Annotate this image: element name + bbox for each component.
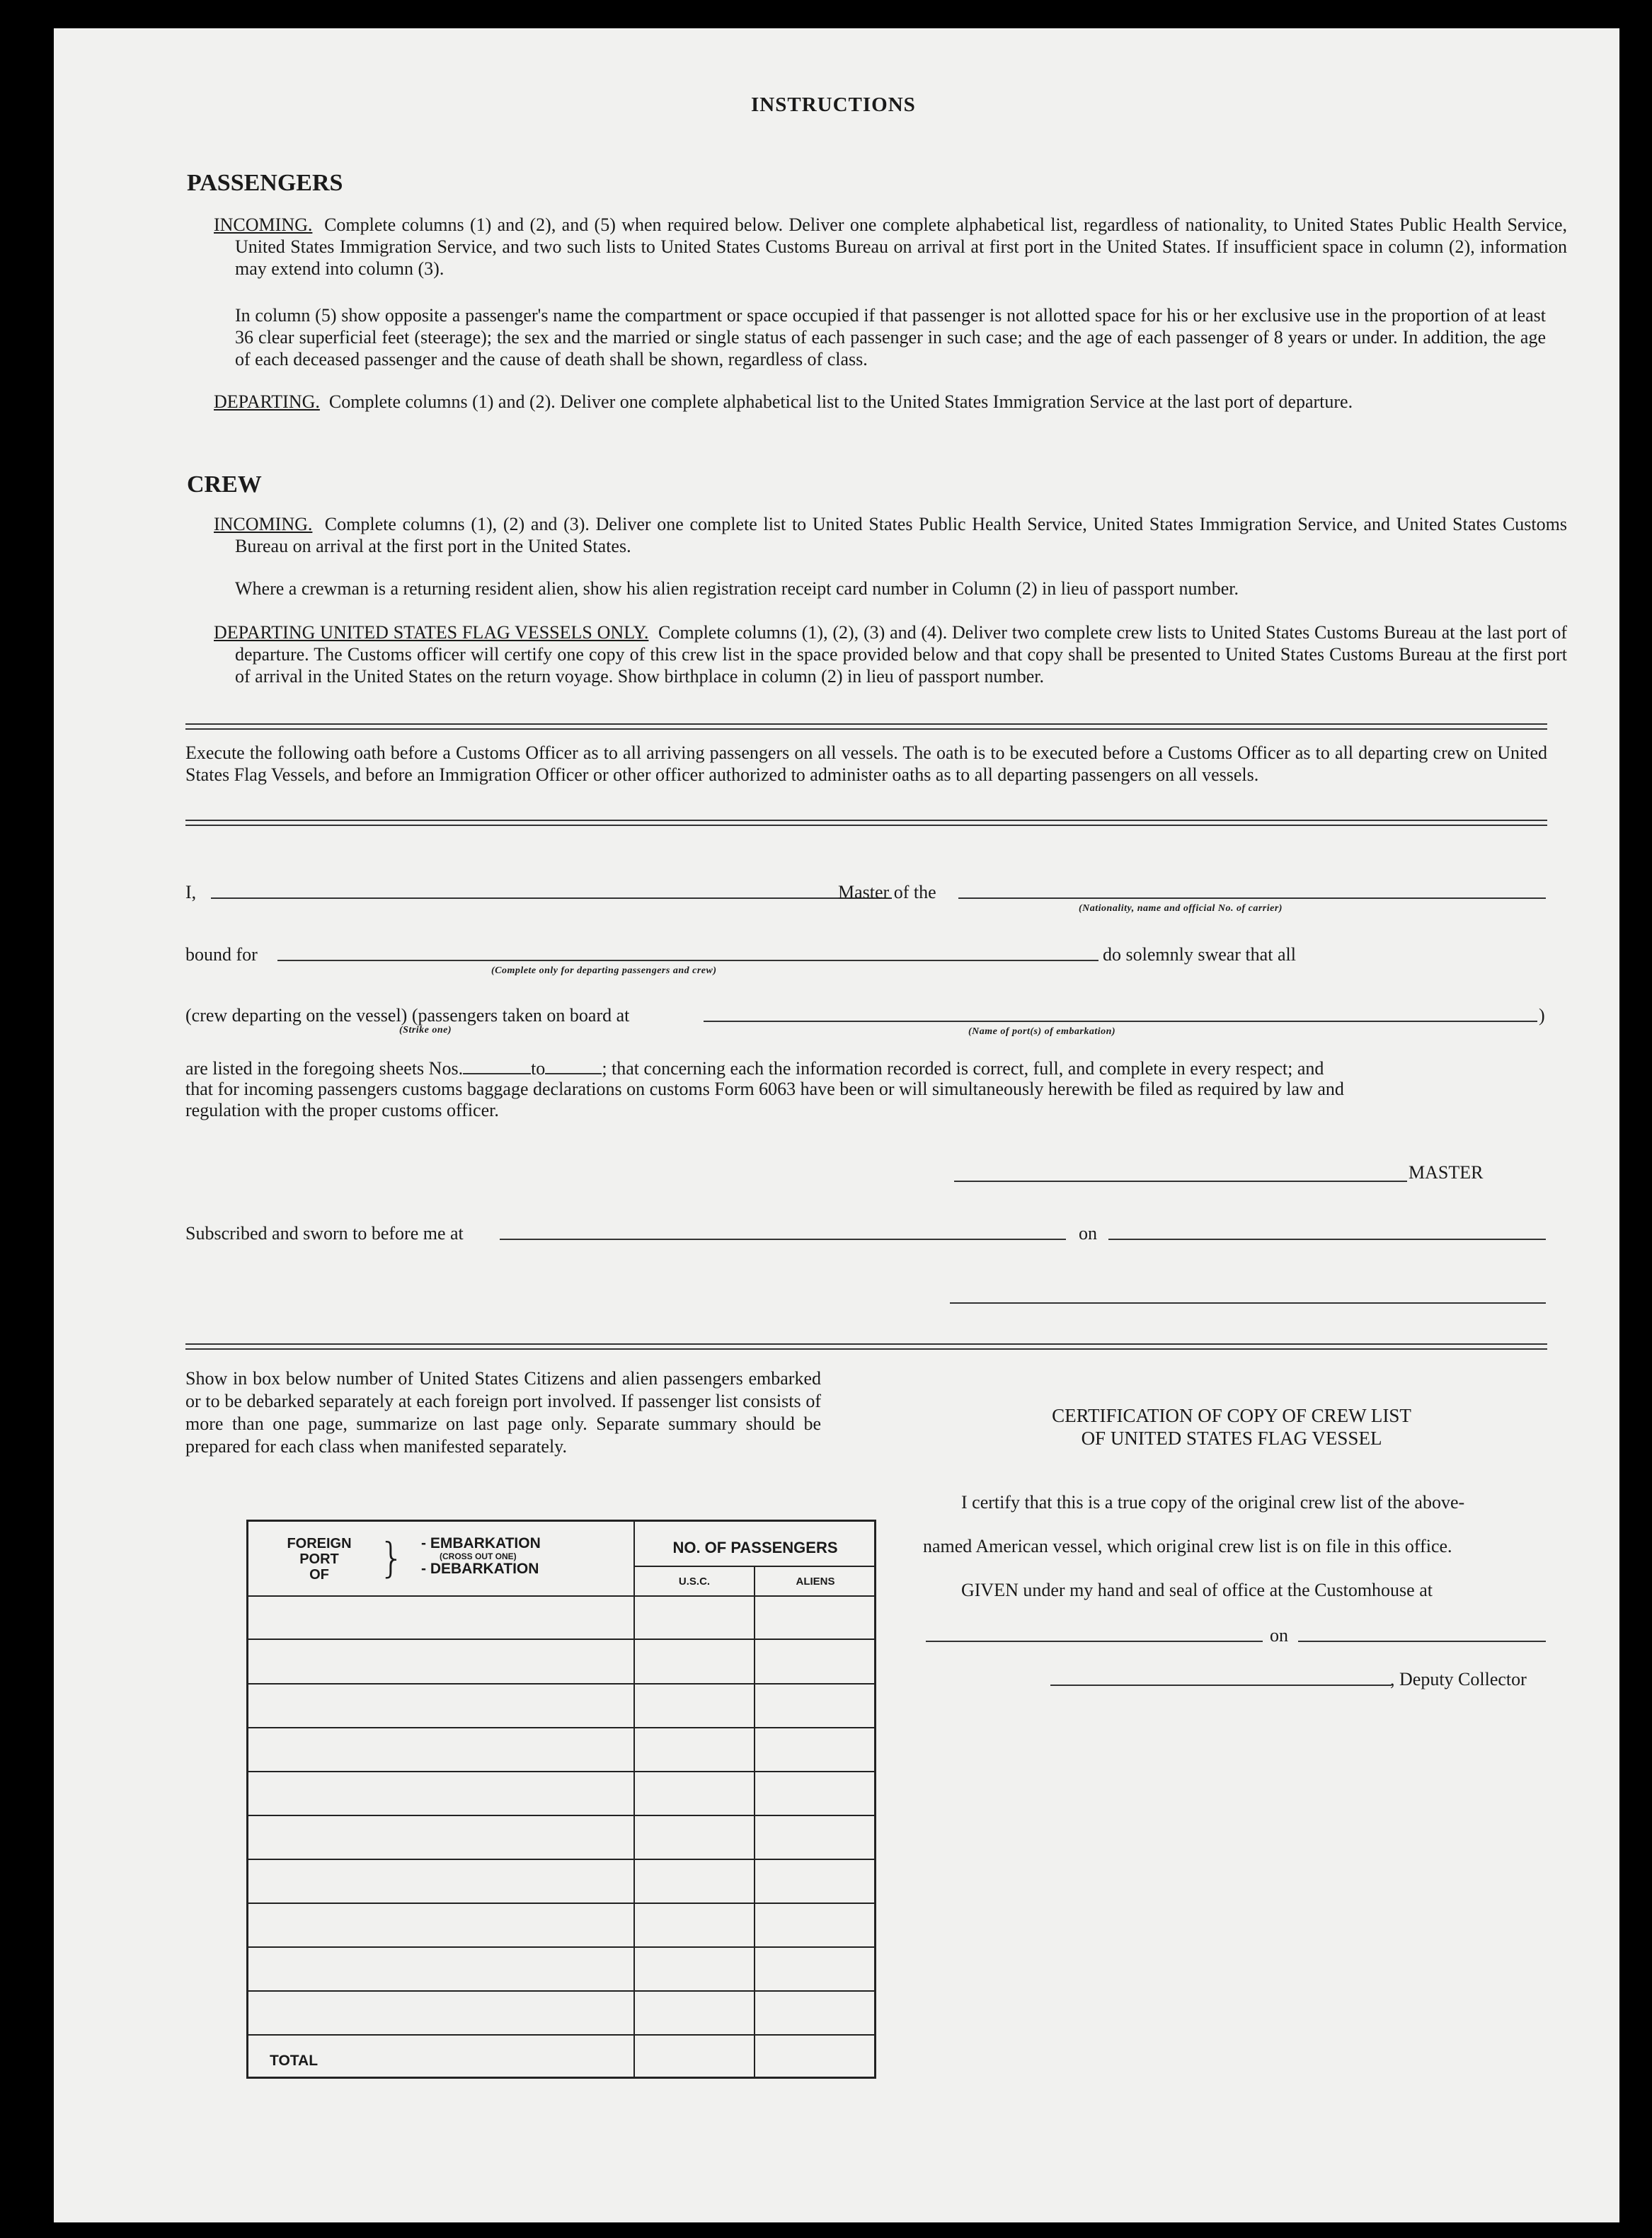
aliens-header: ALIENS	[796, 1576, 835, 1588]
table-row[interactable]	[248, 1727, 874, 1728]
passengers-departing-label: DEPARTING.	[214, 391, 320, 412]
table-row[interactable]	[248, 1903, 874, 1904]
table-row[interactable]	[248, 1771, 874, 1772]
certification-on-label: on	[1270, 1625, 1288, 1646]
master-of-label: Master of the	[838, 882, 936, 902]
total-label: TOTAL	[270, 2053, 319, 2069]
crew-incoming-label: INCOMING.	[214, 514, 313, 534]
table-row[interactable]	[248, 1639, 874, 1640]
table-row[interactable]	[248, 1859, 874, 1860]
oath-instruction: Execute the following oath before a Customs Officer as to all arriving passengers on all vessels. The oath is to be executed before a Customs Officer as to all departing crew on United States Flag Vessels, and before an Immigration Officer or other officer authorized to administer oaths as to all departing passengers on all vessels.	[185, 742, 1547, 785]
passengers-column5-paragraph: In column (5) show opposite a passenger's name the compartment or space occupied if that passenger is not allotted space for his or her exclusive use in the proportion of at least 36 clear superficial feet (steerage); the sex and the married or single status of each passenger in such case; and the age of each passenger of 8 years or under. In addition, the age of each deceased passenger and the cause of death shall be shown, regardless of class.	[235, 305, 1546, 369]
listed-line-1	[185, 1057, 1547, 1079]
subscribed-date-field[interactable]	[1108, 1239, 1546, 1240]
listed-to: to	[531, 1058, 546, 1079]
crew-departing-label: DEPARTING UNITED STATES FLAG VESSELS ONLY.	[214, 622, 649, 643]
table-row[interactable]	[248, 1815, 874, 1816]
bound-for-field[interactable]	[277, 960, 1099, 961]
table-header-divider	[633, 1566, 874, 1567]
subscribed-label: Subscribed and sworn to before me at	[185, 1223, 464, 1244]
bound-for-label: bound for	[185, 944, 258, 965]
embarkation-label: - EMBARKATION	[421, 1535, 541, 1551]
listed-text-1: are listed in the foregoing sheets Nos.	[185, 1058, 464, 1079]
embarkation-header	[421, 1536, 541, 1577]
certification-line1: I certify that this is a true copy of the original crew list of the above-	[961, 1492, 1465, 1513]
table-row[interactable]	[248, 1946, 874, 1948]
bound-for-caption: (Complete only for departing passengers and crew)	[491, 965, 717, 976]
crew-departing-paragraph	[214, 621, 1567, 687]
certification-title	[920, 1404, 1543, 1450]
usc-header: U.S.C.	[678, 1576, 711, 1588]
page-title: INSTRUCTIONS	[751, 93, 916, 116]
crew-departing-strike: (crew departing on the vessel) (passengers taken on board at	[185, 1005, 630, 1026]
debarkation-label: - DEBARKATION	[421, 1561, 539, 1577]
passenger-summary-table	[246, 1520, 876, 2079]
table-row[interactable]	[248, 1683, 874, 1685]
crew-resident-paragraph: Where a crewman is a returning resident alien, show his alien registration receipt card number in Column (2) in lieu of passport number.	[235, 578, 1239, 599]
summary-instruction: Show in box below number of United States Citizens and alien passengers embarked or to be debarked separately at each foreign port involved. If passenger list consists of more than one page, summarize on last page only. Separate summary should be prepared for each class when manifested separately.	[185, 1368, 821, 1457]
divider	[185, 820, 1547, 826]
oath-i-label: I,	[185, 882, 197, 902]
passengers-departing-text: Complete columns (1) and (2). Deliver one complete alphabetical list to the United States Immigration Service at the last port of departure.	[328, 391, 1353, 412]
swear-text: do solemnly swear that all	[1103, 944, 1296, 965]
deputy-collector-label: , Deputy Collector	[1390, 1669, 1527, 1689]
carrier-field[interactable]	[958, 897, 1546, 899]
crew-incoming-text: Complete columns (1), (2) and (3). Deliver one complete list to United States Public Health Service, United States Immigration Service, and United States Customs Bureau on arrival at the first port in the United States.	[235, 514, 1567, 556]
crew-heading: CREW	[187, 471, 262, 498]
passengers-incoming-text: Complete columns (1) and (2), and (5) when required below. Deliver one complete alphabetical list, regardless of nationality, to United States Public Health Service, United States Immigration Service, and two such lists to United States Customs Bureau on arrival at first port in the United States. If insufficient space in column (2), information may extend into column (3).	[235, 214, 1568, 279]
crew-incoming-paragraph	[214, 513, 1567, 557]
certification-title-line1: CERTIFICATION OF COPY OF CREW LIST	[1052, 1405, 1411, 1426]
embarkation-port-field[interactable]	[704, 1021, 1537, 1022]
listed-line-2: that for incoming passengers customs baggage declarations on customs Form 6063 have been or will simultaneously herewith be filed as required by law and	[185, 1079, 1344, 1099]
no-passengers-header: NO. OF PASSENGERS	[672, 1539, 838, 1556]
master-label: MASTER	[1409, 1162, 1484, 1183]
cross-out-label: (CROSS OUT ONE)	[440, 1551, 517, 1561]
crew-departing-text: Complete columns (1), (2), (3) and (4). Deliver two complete crew lists to United States Customs Bureau at the last port of departure. The Customs officer will certify one copy of this crew list in the space provided below and that copy shall be presented to United States Customs Bureau at the first port of arrival in the United States on the return voyage. Show birthplace in column (2) in lieu of passport number.	[235, 622, 1568, 687]
master-name-field[interactable]	[211, 897, 892, 899]
officer-signature-field[interactable]	[950, 1302, 1546, 1304]
sheet-to-field[interactable]	[545, 1057, 602, 1074]
col1-line1: FOREIGN	[287, 1536, 352, 1551]
foreign-port-header	[263, 1536, 376, 1583]
certification-date-field[interactable]	[1298, 1641, 1546, 1642]
certification-line2: named American vessel, which original crew list is on file in this office.	[923, 1536, 1452, 1556]
subscribed-place-field[interactable]	[500, 1239, 1066, 1240]
table-row[interactable]	[248, 1990, 874, 1992]
table-column-divider	[754, 1566, 755, 2077]
subscribed-on-label: on	[1079, 1223, 1097, 1244]
passengers-incoming-label: INCOMING.	[214, 214, 313, 235]
close-paren: )	[1539, 1005, 1545, 1026]
col1-line3: OF	[309, 1567, 329, 1583]
passengers-incoming-paragraph	[214, 214, 1567, 280]
certification-line3: GIVEN under my hand and seal of office at the Customhouse at	[961, 1580, 1433, 1600]
brace-icon: }	[379, 1534, 405, 1582]
embarkation-caption: (Name of port(s) of embarkation)	[968, 1026, 1116, 1037]
listed-text-2: ; that concerning each the information recorded is correct, full, and complete in every respect; and	[602, 1058, 1324, 1079]
passengers-departing-paragraph	[214, 391, 1567, 413]
table-header-bottom	[248, 1595, 874, 1597]
customhouse-field[interactable]	[926, 1641, 1263, 1642]
table-column-divider	[633, 1522, 635, 2077]
passengers-heading: PASSENGERS	[187, 170, 343, 196]
listed-line-3: regulation with the proper customs officer.	[185, 1100, 499, 1120]
master-signature-field[interactable]	[954, 1181, 1407, 1182]
divider	[185, 723, 1547, 730]
deputy-signature-field[interactable]	[1050, 1685, 1392, 1686]
strike-caption: (Strike one)	[399, 1025, 452, 1035]
certification-title-line2: OF UNITED STATES FLAG VESSEL	[1081, 1428, 1382, 1449]
col1-line2: PORT	[299, 1551, 339, 1567]
document-page	[54, 28, 1619, 2222]
divider	[185, 1343, 1547, 1350]
carrier-caption: (Nationality, name and official No. of carrier)	[1079, 903, 1283, 914]
table-row[interactable]	[248, 2034, 874, 2036]
sheet-from-field[interactable]	[463, 1057, 531, 1074]
